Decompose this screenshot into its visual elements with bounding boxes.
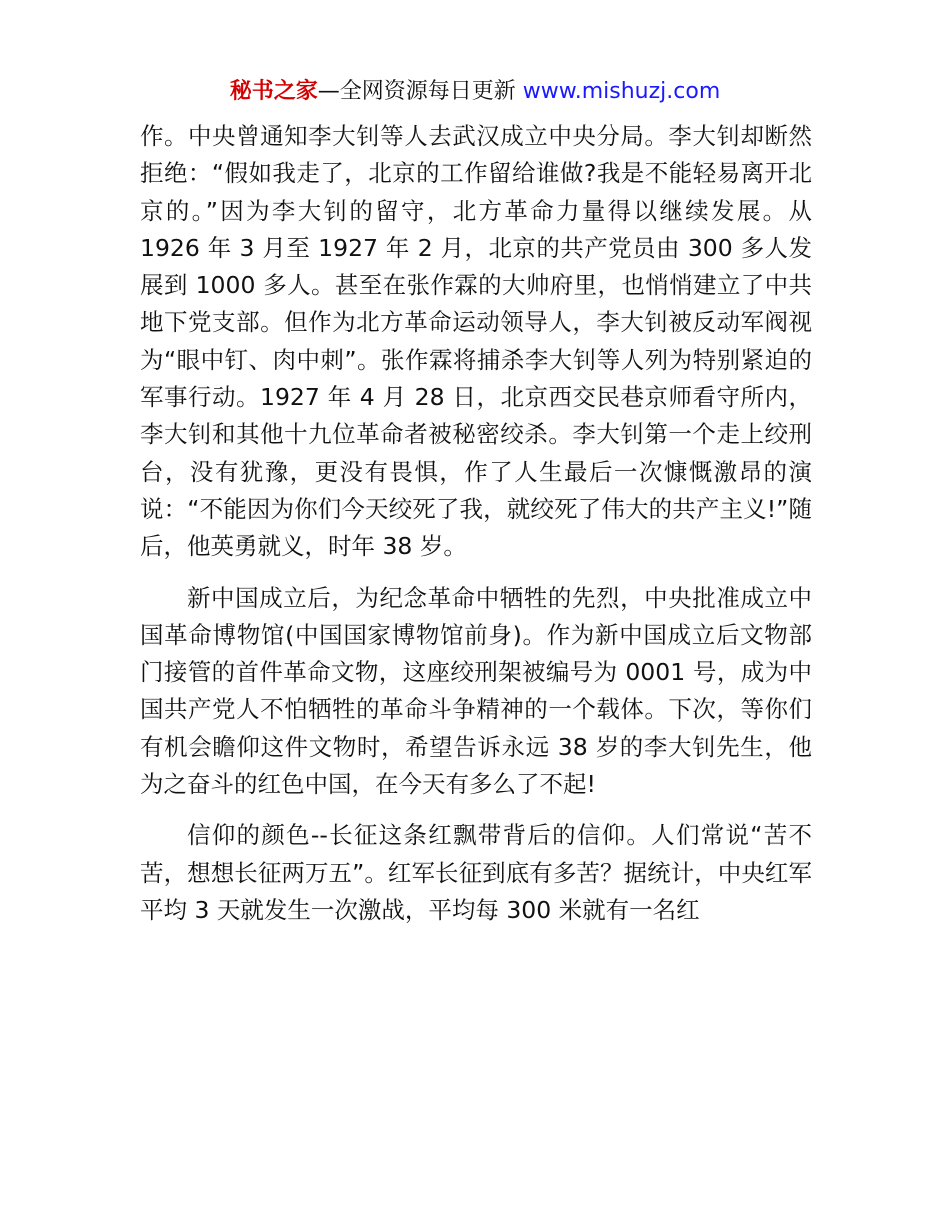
brand-name: 秘书之家 <box>229 79 318 104</box>
paragraph-long-march: 信仰的颜色--长征这条红飘带背后的信仰。人们常说“苦不苦，想想长征两万五”。红军长征到底有多苦？据统计，中央红军平均 3 天就发生一次激战，平均每 300 米就有一名红 <box>140 821 812 924</box>
document-body <box>140 118 812 929</box>
site-url-link[interactable]: www.mishuzj.com <box>522 79 721 104</box>
page-header <box>0 76 950 108</box>
paragraph-museum: 新中国成立后，为纪念革命中牺牲的先烈，中央批准成立中国革命博物馆(中国国家博物馆前身)。作为新中国成立后文物部门接管的首件革命文物，这座绞刑架被编号为 0001 号，成为中国共产党人不怕牺牲的革命斗争精神的一个载体。下次，等你们有机会瞻仰这件文物时，希望告诉永远 38 岁的李大钊先生，他为之奋斗的红色中国，在今天有多么了不起! <box>140 583 812 799</box>
header-tagline: —全网资源每日更新 <box>317 79 516 104</box>
paragraph-continued: 作。中央曾通知李大钊等人去武汉成立中央分局。李大钊却断然拒绝：“假如我走了，北京的工作留给谁做?我是不能轻易离开北京的。”因为李大钊的留守，北方革命力量得以继续发展。从 1926 年 3 月至 1927 年 2 月，北京的共产党员由 300 多人发展到 1000 多人。甚至在张作霖的大帅府里，也悄悄建立了中共地下党支部。但作为北方革命运动领导人，李大钊被反动军阀视为“眼中钉、肉中刺”。张作霖将捕杀李大钊等人列为特别紧迫的军事行动。1927 年 4 月 28 日，北京西交民巷京师看守所内，李大钊和其他十九位革命者被秘密绞杀。李大钊第一个走上绞刑台，没有犹豫，更没有畏惧，作了人生最后一次慷慨激昂的演说：“不能因为你们今天绞死了我，就绞死了伟大的共产主义!”随后，他英勇就义，时年 38 岁。 <box>140 122 812 561</box>
